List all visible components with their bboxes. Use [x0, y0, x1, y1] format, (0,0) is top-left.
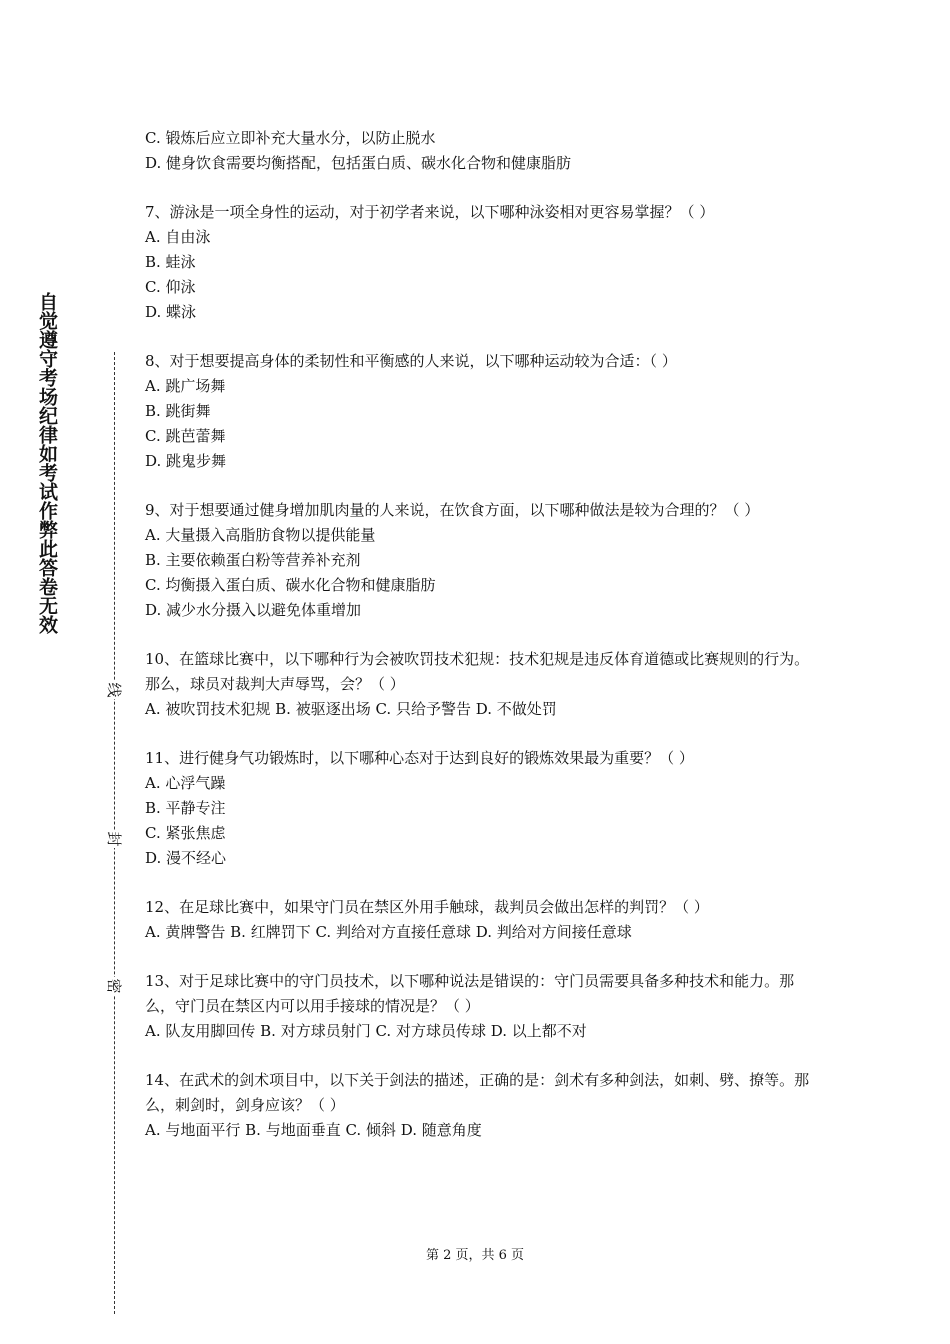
option-a: A. 跳广场舞 — [145, 377, 226, 395]
exam-discipline-notice: 自觉遵守考场纪律如考试作弊此答卷无效 — [36, 292, 58, 634]
option-d: D. 漫不经心 — [145, 849, 227, 867]
option-c: C. 均衡摄入蛋白质、碳水化合物和健康脂肪 — [145, 576, 436, 594]
question-text: 12、在足球比赛中，如果守门员在禁区外用手触球，裁判员会做出怎样的判罚？（ ） — [145, 898, 709, 916]
options-inline: A. 被吹罚技术犯规 B. 被驱逐出场 C. 只给予警告 D. 不做处罚 — [145, 700, 557, 718]
question-13 — [145, 969, 810, 1044]
option-d: D. 健身饮食需要均衡搭配，包括蛋白质、碳水化合物和健康脂肪 — [145, 154, 572, 172]
question-9 — [145, 498, 810, 623]
option-a: A. 心浮气躁 — [145, 774, 226, 792]
question-content — [145, 126, 810, 1143]
options-inline: A. 黄牌警告 B. 红牌罚下 C. 判给对方直接任意球 D. 判给对方间接任意球 — [145, 923, 632, 941]
option-b: B. 蛙泳 — [145, 253, 196, 271]
option-c: C. 紧张焦虑 — [145, 824, 226, 842]
binding-label-feng: 封 — [105, 831, 123, 847]
question-10 — [145, 647, 810, 722]
question-14 — [145, 1068, 810, 1143]
option-c: C. 跳芭蕾舞 — [145, 427, 226, 445]
option-b: B. 跳街舞 — [145, 402, 211, 420]
binding-label-xian: 线 — [105, 682, 123, 698]
option-d: D. 跳鬼步舞 — [145, 452, 227, 470]
option-c: C. 仰泳 — [145, 278, 196, 296]
question-text: 10、在篮球比赛中，以下哪种行为会被吹罚技术犯规：技术犯规是违反体育道德或比赛规则的行为。那么，球员对裁判大声辱骂，会？（ ） — [145, 650, 810, 693]
option-d: D. 蝶泳 — [145, 303, 197, 321]
question-text: 11、进行健身气功锻炼时，以下哪种心态对于达到良好的锻炼效果最为重要？（ ） — [145, 749, 694, 767]
options-inline: A. 与地面平行 B. 与地面垂直 C. 倾斜 D. 随意角度 — [145, 1121, 482, 1139]
question-7 — [145, 200, 810, 325]
question-text: 14、在武术的剑术项目中，以下关于剑法的描述，正确的是：剑术有多种剑法，如刺、劈、撩等。那么，刺剑时，剑身应该？（ ） — [145, 1071, 810, 1114]
binding-label-mi: 密 — [105, 978, 123, 994]
option-a: A. 大量摄入高脂肪食物以提供能量 — [145, 526, 376, 544]
option-b: B. 平静专注 — [145, 799, 226, 817]
option-b: B. 主要依赖蛋白粉等营养补充剂 — [145, 551, 361, 569]
page-number: 第 2 页，共 6 页 — [425, 1248, 525, 1263]
option-c: C. 锻炼后应立即补充大量水分，以防止脱水 — [145, 129, 436, 147]
question-text: 8、对于想要提高身体的柔韧性和平衡感的人来说，以下哪种运动较为合适：（ ） — [145, 352, 677, 370]
question-text: 7、游泳是一项全身性的运动，对于初学者来说，以下哪种泳姿相对更容易掌握？（ ） — [145, 203, 715, 221]
option-a: A. 自由泳 — [145, 228, 211, 246]
question-8 — [145, 349, 810, 474]
question-12 — [145, 895, 810, 945]
question-11 — [145, 746, 810, 871]
options-inline: A. 队友用脚回传 B. 对方球员射门 C. 对方球员传球 D. 以上都不对 — [145, 1022, 587, 1040]
question-text: 13、对于足球比赛中的守门员技术，以下哪种说法是错误的：守门员需要具备多种技术和能力。那么，守门员在禁区内可以用手接球的情况是？（ ） — [145, 972, 795, 1015]
question-text: 9、对于想要通过健身增加肌肉量的人来说，在饮食方面，以下哪种做法是较为合理的？（ ） — [145, 501, 760, 519]
option-d: D. 减少水分摄入以避免体重增加 — [145, 601, 362, 619]
